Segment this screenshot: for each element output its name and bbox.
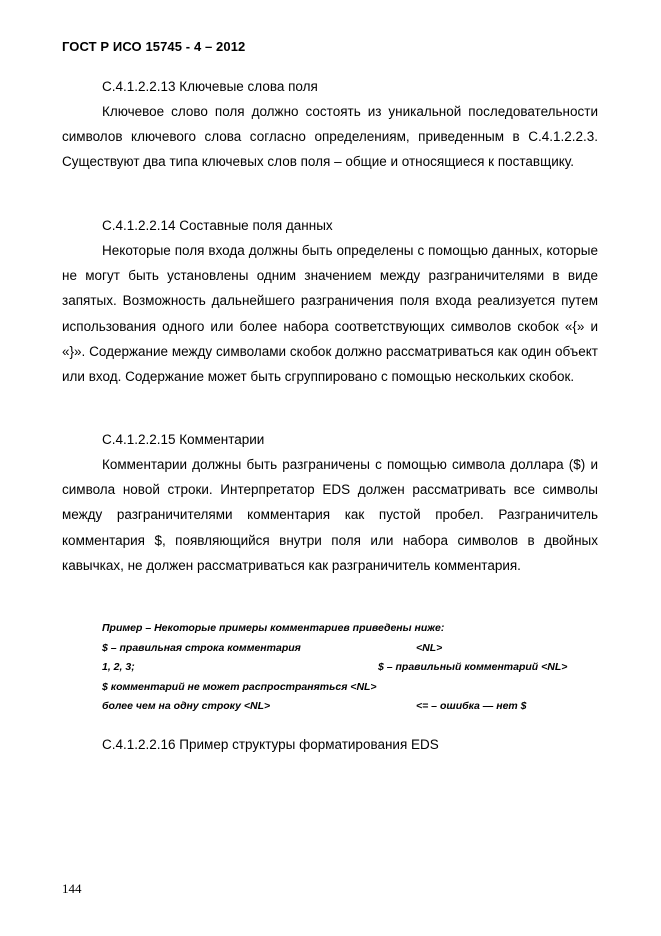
document-header: ГОСТ Р ИСО 15745 - 4 – 2012	[62, 39, 246, 54]
section-heading-composite-fields: С.4.1.2.2.14 Составные поля данных	[102, 218, 333, 233]
example-line-3-left: $ комментарий не может распространяться <NL>	[102, 681, 377, 693]
section-heading-keywords: С.4.1.2.2.13 Ключевые слова поля	[102, 79, 318, 94]
section-text-composite-fields: Некоторые поля входа должны быть определены с помощью данных, которые не могут быть установлены одним значением между разграничителями в виде запятых. Возможность дальнейшего разграничения поля входа реализуется путем использования одного или более набора соответствующих символов скобок «{» и «}». Содержание между символами скобок должно рассматриваться как один объект или вход. Содержание может быть сгруппировано с помощью нескольких скобок.	[62, 243, 598, 385]
example-line-1-right: <NL>	[416, 642, 443, 654]
example-line-2-left: 1, 2, 3;	[102, 661, 135, 673]
section-text-comments: Комментарии должны быть разграничены с помощью символа доллара ($) и символа новой строки. Интерпретатор EDS должен рассматривать все символы между разграничителями комментария как пустой пробел. Разграничитель комментария $, появляющийся внутри поля или набора символов в двойных кавычках, не должен рассматриваться как разграничитель комментария.	[62, 457, 598, 573]
section-heading-eds-structure: С.4.1.2.2.16 Пример структуры форматирования EDS	[102, 737, 439, 752]
section-heading-comments: С.4.1.2.2.15 Комментарии	[102, 432, 265, 447]
example-line-2-right: $ – правильный комментарий <NL>	[378, 661, 568, 673]
example-intro: Пример – Некоторые примеры комментариев приведены ниже:	[102, 622, 445, 634]
example-line-4-left: более чем на одну строку <NL>	[102, 700, 271, 712]
section-text-keywords: Ключевое слово поля должно состоять из уникальной последовательности символов ключевого слова согласно определениям, приведенным в С.4.1.2.2.3. Существуют два типа ключевых слов поля – общие и относящиеся к поставщику.	[62, 104, 598, 170]
example-line-4-right: <= – ошибка — нет $	[416, 700, 527, 712]
page-number: 144	[62, 881, 82, 896]
example-line-1-left: $ – правильная строка комментария	[102, 642, 301, 654]
